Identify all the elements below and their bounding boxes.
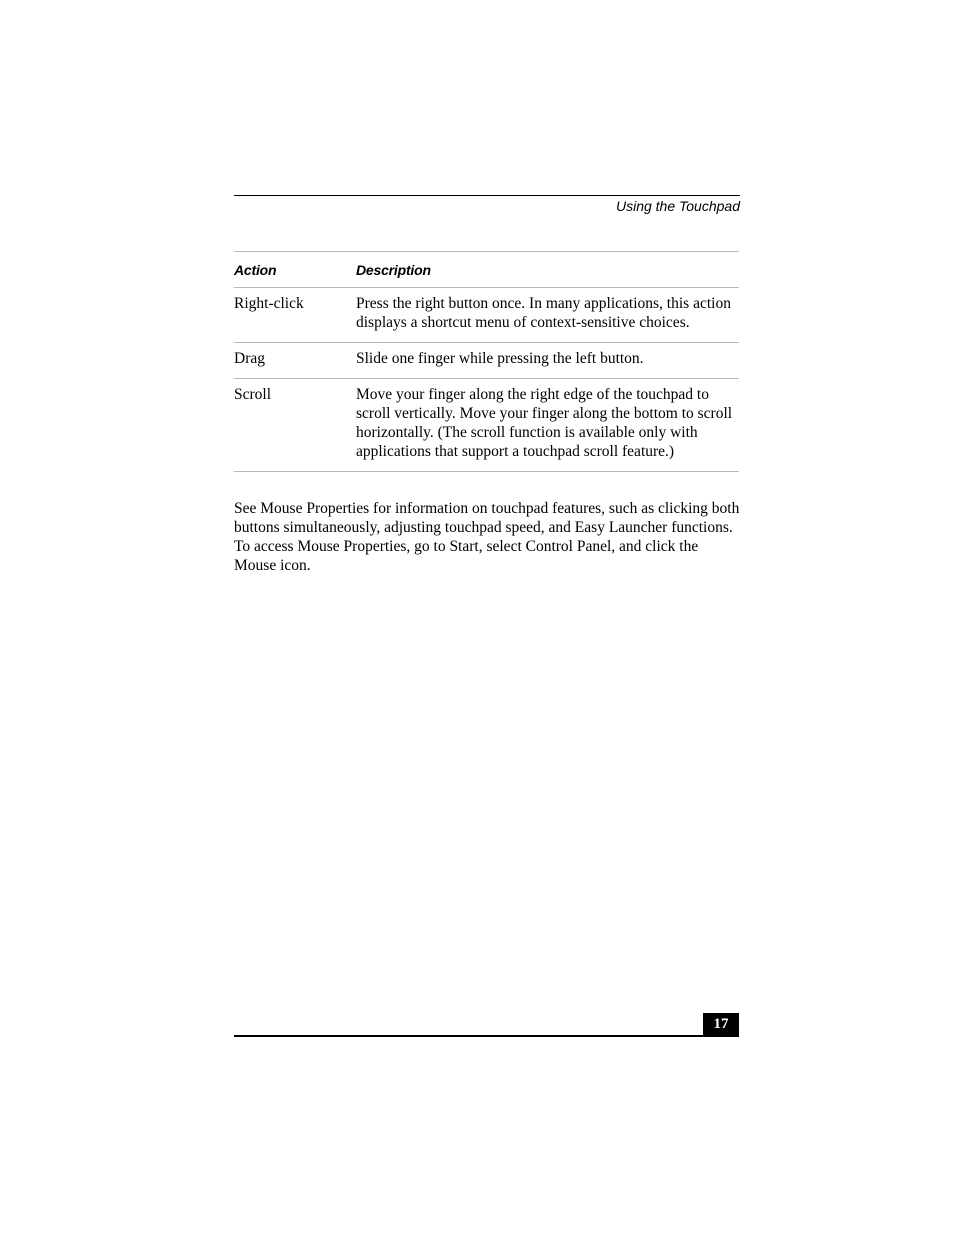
action-cell: Right-click — [234, 295, 304, 312]
table-header-row — [234, 251, 739, 287]
description-cell: Move your finger along the right edge of the touchpad to scroll vertically. Move your finger along the bottom to scroll horizontally. (The scroll function is available only with applications that support a touchpad scroll feature.) — [356, 386, 733, 460]
running-header: Using the Touchpad — [615, 198, 740, 214]
table-row — [234, 342, 739, 378]
description-cell: Slide one finger while pressing the left button. — [356, 350, 644, 367]
mouse-properties-paragraph: See Mouse Properties for information on touchpad features, such as clicking both buttons simultaneously, adjusting touchpad speed, and Easy Launcher functions. To access Mouse Properties, go to Start, select Control Panel, and click the Mouse icon. — [234, 499, 740, 574]
header-rule — [234, 195, 740, 196]
column-header-description: Description — [356, 261, 431, 278]
column-header-action: Action — [234, 261, 277, 278]
page-number: 17 — [703, 1013, 739, 1037]
table-row — [234, 378, 739, 472]
action-cell: Drag — [234, 350, 265, 367]
touchpad-actions-table — [234, 251, 739, 472]
action-cell: Scroll — [234, 386, 272, 403]
description-cell: Press the right button once. In many applications, this action displays a shortcut menu of context-sensitive choices. — [356, 295, 731, 331]
footer-rule — [234, 1035, 739, 1037]
table-row — [234, 287, 739, 342]
